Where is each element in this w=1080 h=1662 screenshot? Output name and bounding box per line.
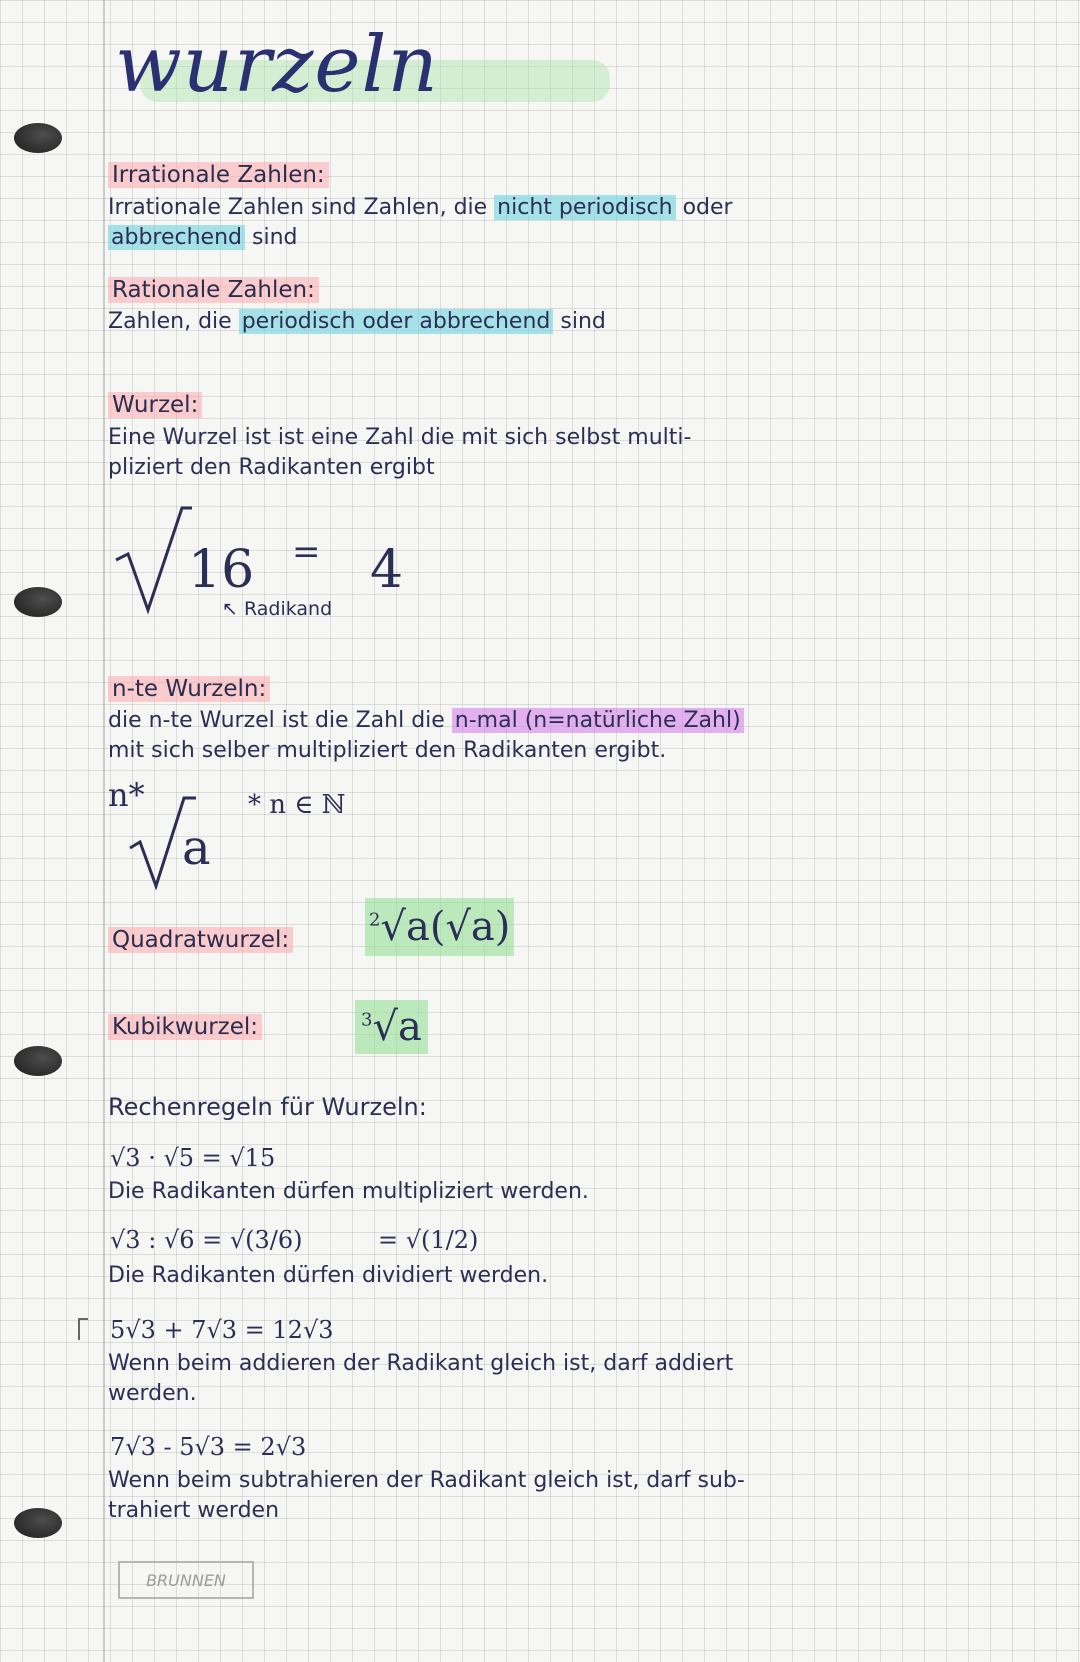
quadrat-formula: $^2$√a(√a) xyxy=(365,898,514,956)
punch-hole xyxy=(14,123,62,153)
wurzel-line2: pliziert den Radikanten ergibt xyxy=(108,455,435,480)
rule4-text1: Wenn beim subtrahieren der Radikant gleich ist, darf sub- xyxy=(108,1468,745,1493)
nte-line2: mit sich selber multipliziert den Radikanten ergibt. xyxy=(108,738,667,763)
example-equals: = xyxy=(292,532,321,572)
rational-line1: Zahlen, die periodisch oder abbrechend sind xyxy=(108,309,606,334)
rule2-formula: √3 : √6 = √(3/6) xyxy=(110,1226,303,1254)
square-root-symbol xyxy=(112,500,192,615)
rule4-formula: 7√3 - 5√3 = 2√3 xyxy=(110,1433,307,1461)
example-result: 4 xyxy=(370,540,404,600)
wurzel-heading: Wurzel: xyxy=(108,390,202,420)
brand-logo: BRUNNEN xyxy=(118,1561,254,1599)
kubik-label: Kubikwurzel: xyxy=(108,1012,262,1042)
quadrat-label: Quadratwurzel: xyxy=(108,925,293,955)
nte-index: n* xyxy=(108,776,145,814)
rule1-formula: √3 · √5 = √15 xyxy=(110,1144,276,1172)
punch-hole xyxy=(14,587,62,617)
nte-radicand: a xyxy=(182,820,211,876)
rule2-text: Die Radikanten dürfen dividiert werden. xyxy=(108,1263,549,1288)
example-radicand: 16 xyxy=(188,540,255,600)
regeln-heading: Rechenregeln für Wurzeln: xyxy=(108,1093,427,1121)
margin-line xyxy=(103,0,105,1662)
irrational-line2: abbrechend sind xyxy=(108,222,297,253)
rule3-text2: werden. xyxy=(108,1381,197,1406)
irrational-heading: Irrationale Zahlen: xyxy=(108,160,329,190)
rule3-formula: 5√3 + 7√3 = 12√3 xyxy=(110,1316,334,1344)
rational-heading: Rationale Zahlen: xyxy=(108,275,319,305)
rule3-text1: Wenn beim addieren der Radikant gleich ist, darf addiert xyxy=(108,1351,734,1376)
rule2-formula-b: = √(1/2) xyxy=(378,1226,479,1254)
nte-note: * n ∈ ℕ xyxy=(248,790,346,820)
page-title: wurzeln xyxy=(115,20,439,110)
nte-line1: die n-te Wurzel ist die Zahl die n-mal (n=natürliche Zahl) xyxy=(108,705,744,736)
radikand-label: ↖ Radikand xyxy=(222,598,333,620)
nte-heading: n-te Wurzeln: xyxy=(108,674,270,704)
wurzel-line1: Eine Wurzel ist ist eine Zahl die mit sich selbst multi- xyxy=(108,425,692,450)
punch-hole xyxy=(14,1046,62,1076)
irrational-line1: Irrationale Zahlen sind Zahlen, die nicht periodisch oder xyxy=(108,195,733,220)
kubik-formula: $^3$√a xyxy=(355,1000,428,1054)
bracket-mark xyxy=(78,1318,80,1340)
rule1-text: Die Radikanten dürfen multipliziert werden. xyxy=(108,1179,589,1204)
punch-hole xyxy=(14,1508,62,1538)
rule4-text2: trahiert werden xyxy=(108,1498,280,1523)
